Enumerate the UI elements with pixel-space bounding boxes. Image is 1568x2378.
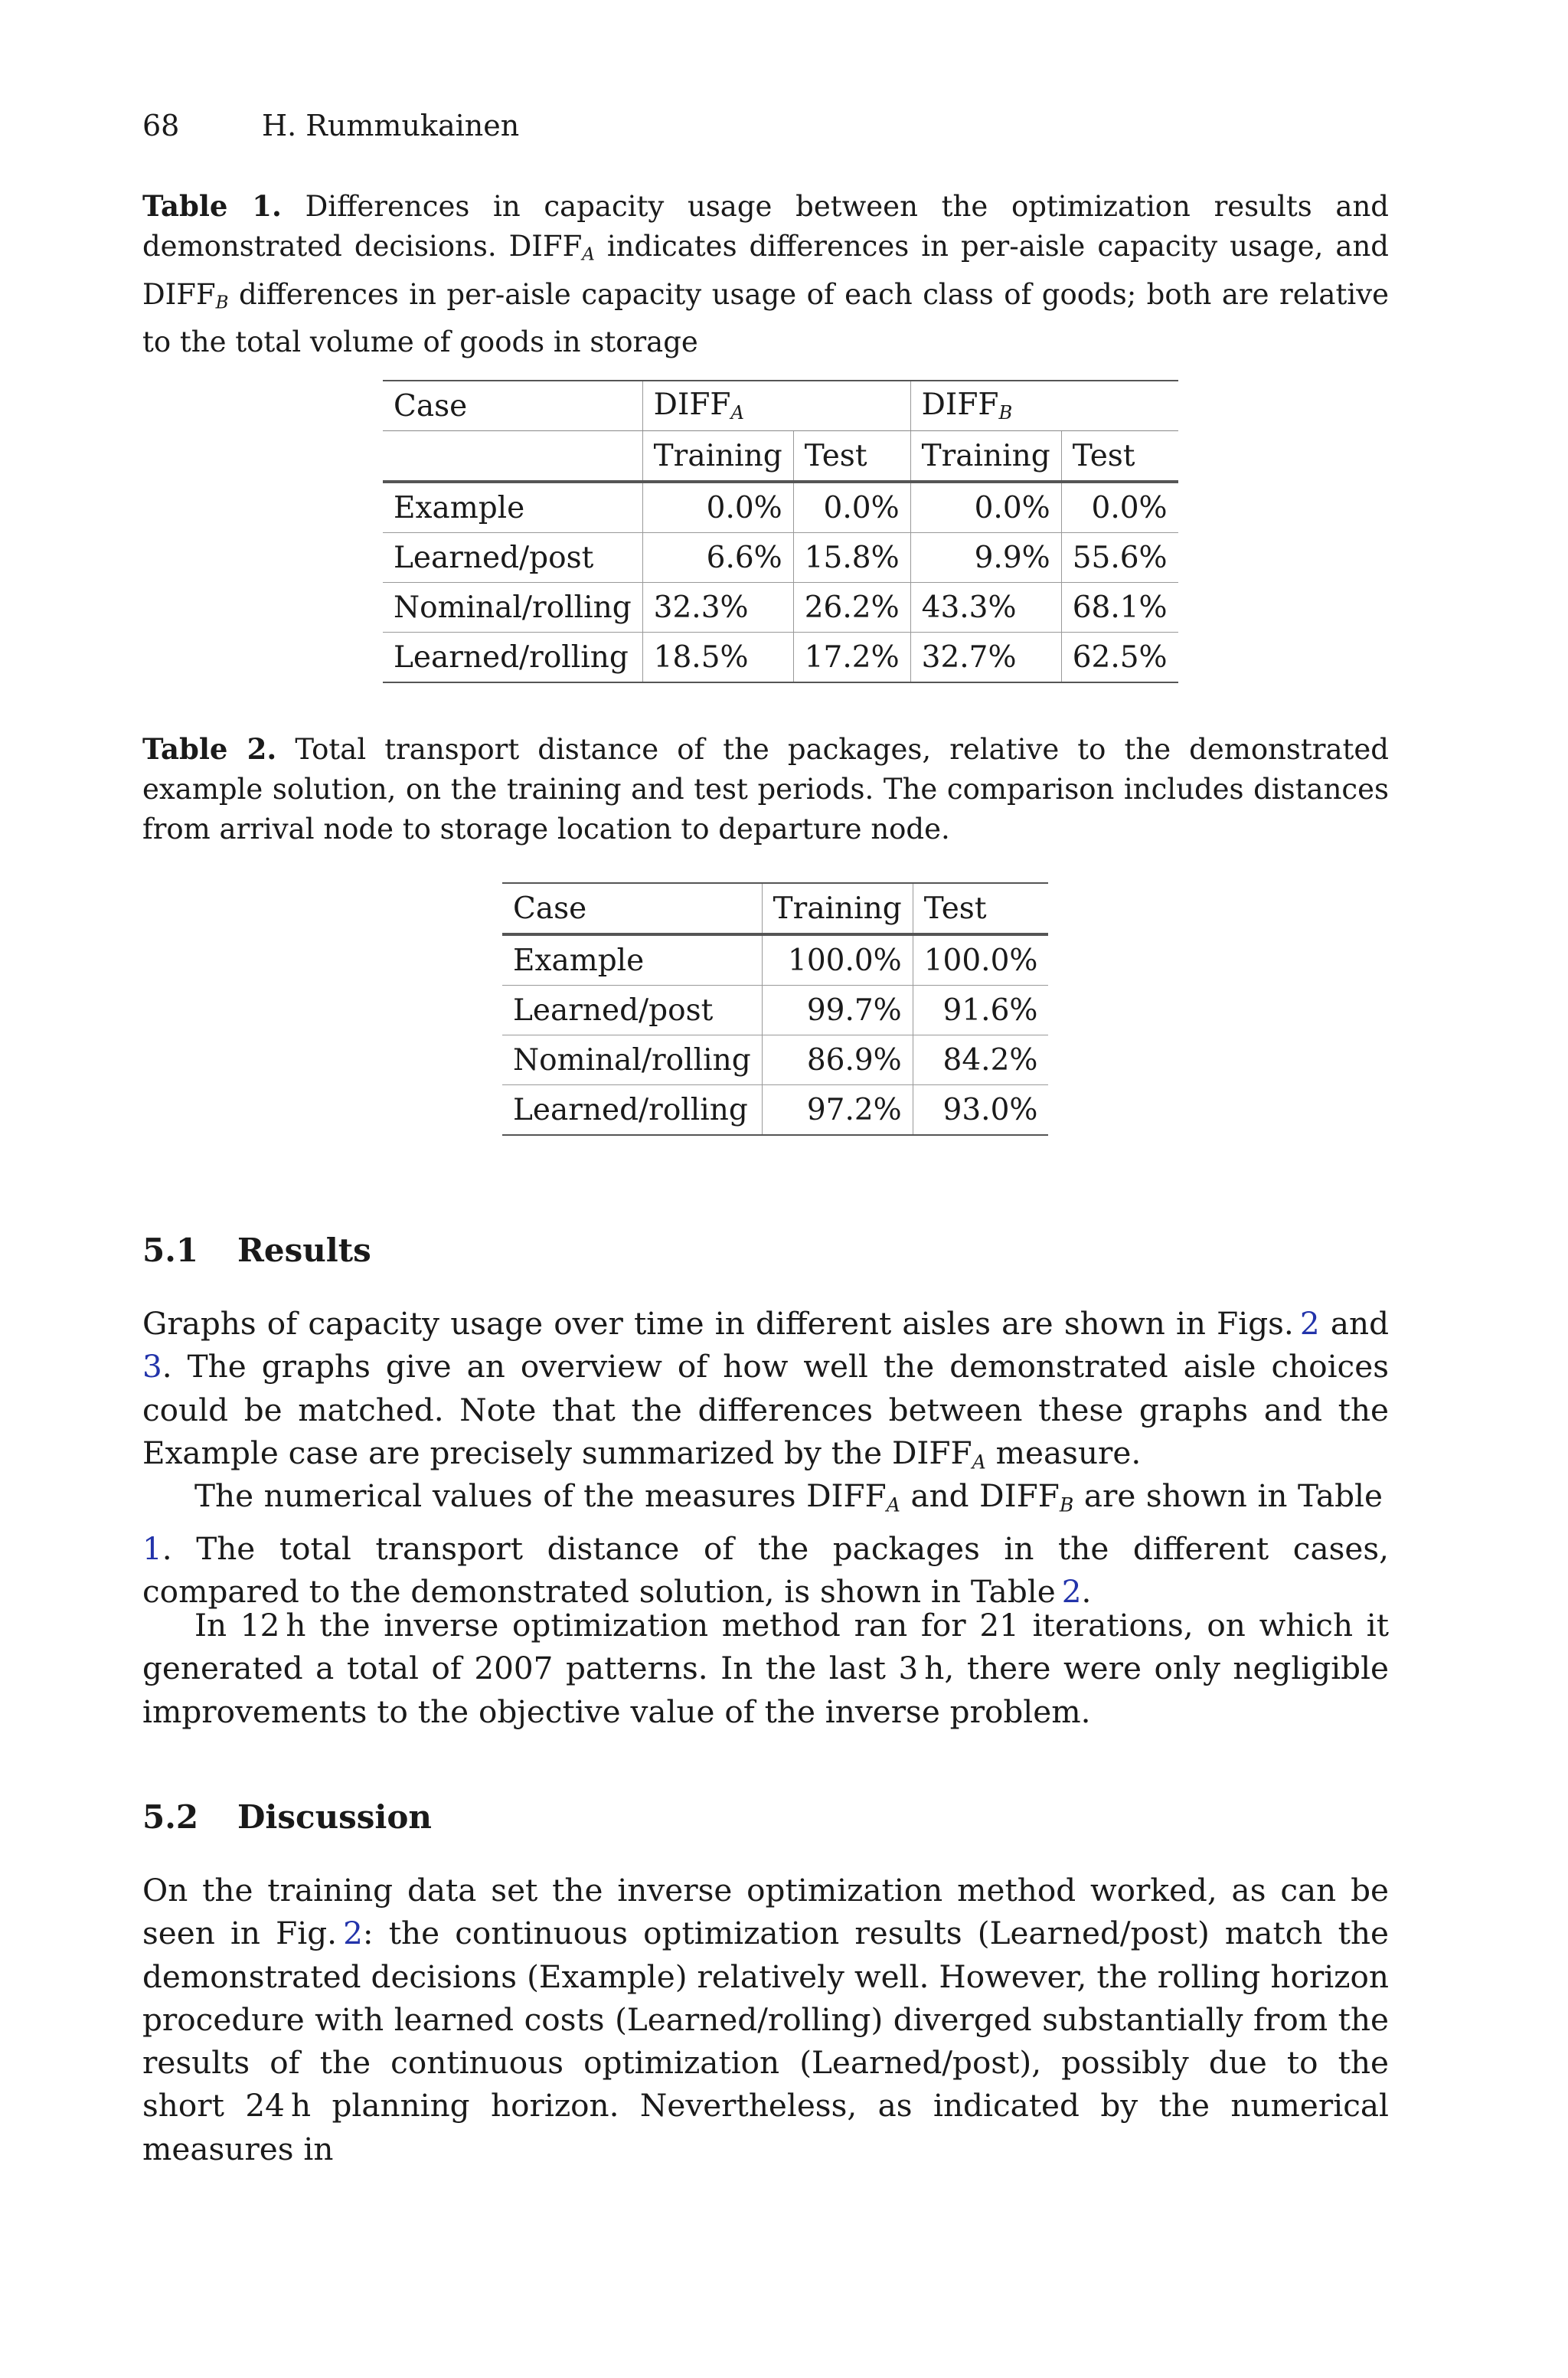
running-head: [142, 109, 519, 142]
table2-cell-case: Learned/post: [502, 986, 762, 1035]
section-number: 5.1: [142, 1232, 199, 1269]
table2-cell-test: 84.2%: [913, 1035, 1048, 1085]
table2-cell-test: 91.6%: [913, 986, 1048, 1035]
table1-header-diff-b: [910, 381, 1178, 431]
text-run: are shown in Table: [1073, 1477, 1389, 1514]
table1-caption-label: Table 1.: [142, 189, 282, 223]
table1-cell-case: Nominal/rolling: [383, 583, 642, 633]
text-run: Graphs of capacity usage over time in different aisles are shown in Figs.: [142, 1305, 1300, 1342]
table1-caption-text-a: Differences in capacity usage between the optimization results and demonstrated decisions. DIFF: [142, 190, 1389, 263]
table1-caption-text-b: indicates differences in per-aisle capacity usage, and DIFF: [142, 230, 1389, 311]
table1-cell-b-train: 0.0%: [910, 482, 1061, 533]
table1-caption-text-c: differences in per-aisle capacity usage of each class of goods; both are relative to the total volume of goods in storage: [142, 277, 1389, 359]
discussion-paragraph-1: [142, 1869, 1389, 2170]
results-paragraph-3: In 12 h the inverse optimization method ran for 21 iterations, on which it generated a total of 2007 patterns. In the last 3 h, there were only negligible improvements to the objective value of the inverse problem.: [142, 1607, 1389, 1730]
table1-caption-sub-b: B: [215, 293, 229, 313]
table1-cell-case: Example: [383, 482, 642, 533]
table1-cell-a-test: 26.2%: [793, 583, 910, 633]
section-title: Discussion: [237, 1798, 432, 1836]
table1-cell-b-train: 9.9%: [910, 533, 1061, 583]
figure-ref-link[interactable]: 2: [343, 1915, 363, 1952]
table1-header-a-training: Training: [642, 431, 793, 482]
table1-cell-a-train: 0.0%: [642, 482, 793, 533]
table1-header-b-test: Test: [1061, 431, 1178, 482]
table-row: [502, 1085, 1048, 1136]
table2-cell-case: Example: [502, 934, 762, 986]
text-run: . The graphs give an overview of how well the demonstrated aisle choices could be matched. Note that the differences between these graphs and the Example case are precisely summarized by the DIFF: [142, 1348, 1389, 1471]
table1-header-row-1: [383, 381, 1178, 431]
table1-caption-sub-a: A: [582, 244, 595, 265]
table-ref-link[interactable]: 2: [1061, 1572, 1082, 1610]
text-run: and DIFF: [900, 1477, 1060, 1514]
table2-header-row: [502, 883, 1048, 934]
table2-cell-test: 100.0%: [913, 934, 1048, 986]
subscript: A: [886, 1493, 900, 1516]
page-number: 68: [142, 109, 180, 142]
table2-caption-text: Total transport distance of the packages, relative to the demonstrated example solution, on the training and test periods. The comparison includes distances from arrival node to storage location to departure node.: [142, 733, 1389, 846]
table-row: [383, 633, 1178, 683]
author-name: H. Rummukainen: [262, 109, 520, 142]
table1-cell-b-test: 62.5%: [1072, 639, 1168, 675]
table1-header-b-training: Training: [910, 431, 1061, 482]
table1-cell-a-train: 6.6%: [642, 533, 793, 583]
table1-cell-a-test: 17.2%: [793, 633, 910, 683]
table-row: [502, 934, 1048, 986]
table1-header-row-2: [383, 431, 1178, 482]
text-run: The numerical values of the measures DIFF: [194, 1477, 887, 1514]
table1-cell-a-train: 32.3%: [642, 583, 793, 633]
table2-cell-training: 86.9%: [762, 1035, 913, 1085]
table1: [383, 380, 1178, 683]
table1-group-a-sub: A: [730, 402, 744, 424]
section-5-1-heading: [142, 1232, 371, 1269]
results-paragraph-2: [142, 1474, 1389, 1613]
table1-cell-a-train: 18.5%: [642, 633, 793, 683]
table1-cell-a-test: 15.8%: [793, 533, 910, 583]
text-run: On the training data set the inverse optimization method worked, as can be seen in Fig.: [142, 1872, 1389, 1952]
text-run: : the continuous optimization results (Learned/post) match the demonstrated decisions (Example) relatively well. However, the rolling horizon procedure with learned costs (Learned/rolling) diverged substantially from the results of the continuous optimization (Learned/post), possibly due to the short 24 h planning horizon. Nevertheless, as indicated by the numerical measures in: [142, 1915, 1389, 2167]
table1-header-case: Case: [383, 381, 642, 431]
table1-header-a-test: Test: [793, 431, 910, 482]
table-ref-link[interactable]: 1: [142, 1529, 162, 1567]
table2-caption: [142, 729, 1389, 849]
table1-header-diff-a: [642, 381, 910, 431]
table2-cell-training: 100.0%: [762, 934, 913, 986]
table-row: [502, 986, 1048, 1035]
table2-caption-label: Table 2.: [142, 732, 277, 766]
table-row: [383, 533, 1178, 583]
results-paragraph-1: [142, 1302, 1389, 1483]
text-run: and: [1319, 1305, 1390, 1342]
table2-cell-case: Learned/rolling: [502, 1085, 762, 1136]
text-run: . The total transport distance of the packages in the different cases, compared to the demonstrated solution, is shown in Table: [142, 1529, 1389, 1610]
table1-cell-b-train: 32.7%: [910, 633, 1061, 683]
table2-cell-case: Nominal/rolling: [502, 1035, 762, 1085]
table2-cell-test: 93.0%: [942, 1092, 1038, 1127]
table2-header-test: Test: [913, 883, 1048, 934]
table1-cell-b-test: 0.0%: [1061, 482, 1178, 533]
table1-header-empty: [383, 431, 642, 482]
section-5-2-heading: [142, 1798, 432, 1836]
section-title: Results: [237, 1232, 371, 1269]
table2-header-case: Case: [502, 883, 762, 934]
table1-group-b-label: DIFF: [921, 388, 999, 423]
section-number: 5.2: [142, 1798, 199, 1836]
figure-ref-link[interactable]: 3: [142, 1348, 162, 1385]
table-row: [502, 1035, 1048, 1085]
subscript: A: [972, 1451, 986, 1474]
table2-header-training: Training: [762, 883, 913, 934]
table1-group-b-sub: B: [998, 402, 1013, 424]
table1-cell-a-test: 0.0%: [793, 482, 910, 533]
text-run: .: [1081, 1572, 1092, 1610]
subscript: B: [1059, 1493, 1074, 1516]
table1-cell-b-test: 68.1%: [1061, 583, 1178, 633]
table-row: [383, 583, 1178, 633]
table2: [502, 882, 1048, 1136]
table1-cell-case: Learned/post: [383, 533, 642, 583]
table1-group-a-label: DIFF: [653, 388, 731, 423]
table2-cell-training: 97.2%: [762, 1085, 913, 1136]
table1-cell-case: Learned/rolling: [383, 633, 642, 683]
text-run: measure.: [985, 1434, 1142, 1471]
figure-ref-link[interactable]: 2: [1299, 1305, 1320, 1342]
table1-cell-b-test: 55.6%: [1061, 533, 1178, 583]
table-row: [383, 482, 1178, 533]
table1-cell-b-train: 43.3%: [910, 583, 1061, 633]
table2-cell-training: 99.7%: [762, 986, 913, 1035]
table1-caption: [142, 186, 1389, 362]
